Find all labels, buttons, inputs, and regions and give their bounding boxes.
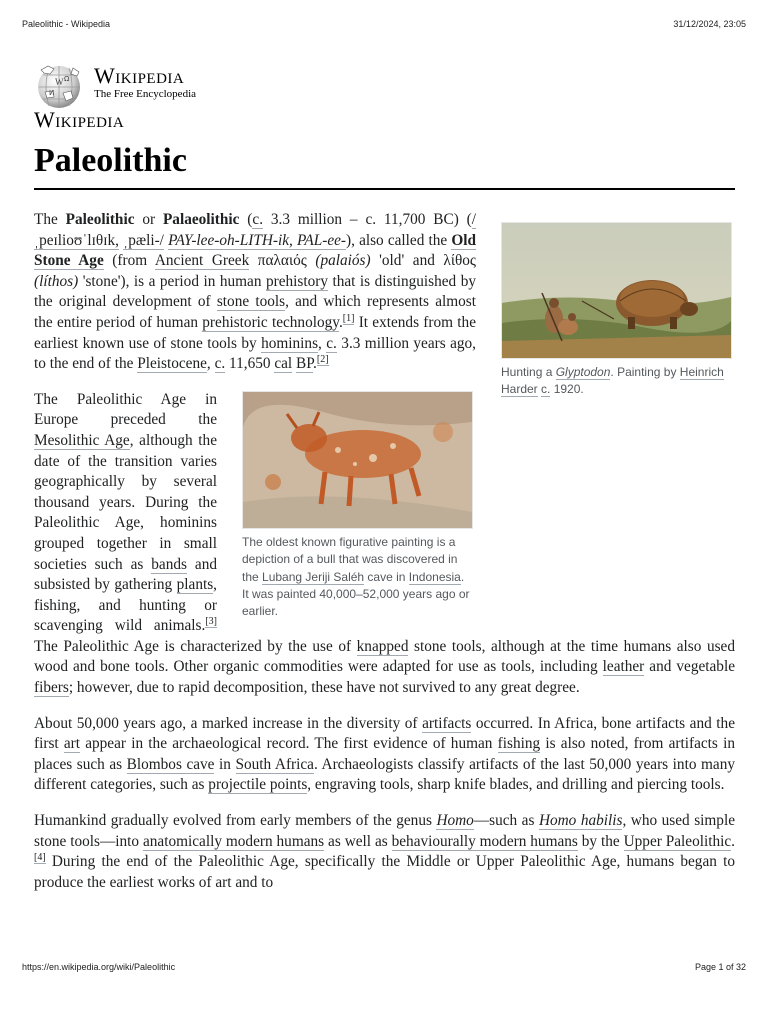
cal-link[interactable]: cal: [274, 355, 293, 373]
reference-link[interactable]: [1]: [342, 312, 355, 324]
text: It extends from the earliest known use of stone tools by: [34, 313, 476, 352]
knapped-link[interactable]: knapped: [356, 637, 409, 655]
text: Humankind gradually evolved from early members of the genus: [34, 812, 437, 830]
circa-link[interactable]: c.: [326, 334, 337, 352]
text: is also noted, from artifacts in places such as: [34, 735, 735, 773]
text: About 50,000 years ago, a marked increase in the diversity of: [34, 714, 423, 732]
caption-indonesia-link[interactable]: Indonesia: [408, 569, 461, 584]
caption-text: . It was painted 40,000–52,000 years ago or earlier.: [242, 569, 470, 619]
svg-text:Ω: Ω: [64, 75, 70, 83]
artifacts-link[interactable]: artifacts: [422, 714, 472, 732]
fibers-link[interactable]: fibers: [34, 679, 69, 697]
caption-glyptodon-link[interactable]: Glyptodon: [555, 365, 611, 379]
logo-wordmark: Wikipedia: [94, 63, 185, 88]
ipa-link[interactable]: /ˌpeɪlioʊˈlɪθɪk,: [34, 211, 476, 249]
prehistoric-technology-link[interactable]: prehistoric technology: [202, 313, 339, 331]
caption-text: . Painting by: [610, 365, 680, 379]
logo-text: [94, 65, 196, 100]
figure-caption: [242, 534, 472, 621]
bands-link[interactable]: bands: [151, 555, 187, 573]
print-footer-url: https://en.wikipedia.org/wiki/Paleolithic: [22, 962, 176, 972]
text: by the: [577, 832, 624, 850]
caption-text: 1920.: [550, 382, 584, 397]
caption-harder-link[interactable]: Heinrich Harder: [501, 365, 724, 397]
text: and vegetable: [644, 658, 736, 676]
svg-text:И: И: [49, 89, 55, 97]
homo-habilis-link[interactable]: Homo habilis: [538, 812, 623, 830]
caption-text: cave in: [364, 569, 409, 584]
text: .: [313, 355, 317, 373]
text: , fishing, and hunting or scavenging wild animals.: [34, 576, 217, 635]
figure-glyptodon: [501, 222, 731, 409]
fishing-link[interactable]: fishing: [497, 735, 541, 753]
wikipedia-globe-icon: [33, 62, 85, 110]
circa-link[interactable]: c.: [214, 355, 226, 373]
text: in: [214, 755, 236, 773]
caption-lubang-jeriji-saleh-link[interactable]: Lubang Jeriji Saléh: [262, 569, 365, 584]
homo-link[interactable]: Homo: [436, 812, 474, 830]
text: . Archaeologists classify artifacts of the last 50,000 years into many different categories, such as: [34, 755, 736, 794]
text: 3.3 million years ago, to the end of the: [34, 334, 476, 373]
plants-link[interactable]: plants: [176, 576, 214, 594]
print-footer: [22, 962, 746, 972]
upper-paleolithic-link[interactable]: Upper Paleolithic: [623, 832, 732, 850]
text: During the end of the Paleolithic Age, specifically the Middle or Upper Paleolithic Age, humans began to produce the earliest works of art and to: [34, 853, 735, 891]
projectile-points-link[interactable]: projectile points: [208, 776, 308, 794]
text: 3.3 million – c. 11,700 BC) (: [263, 211, 472, 228]
print-header: [22, 19, 746, 29]
transliteration: (líthos): [34, 272, 79, 290]
title-divider: [34, 188, 735, 190]
svg-text:W: W: [55, 77, 64, 87]
print-footer-page: Page 1 of 32: [694, 962, 746, 972]
text: The Paleolithic Age in Europe preceded the: [34, 390, 217, 429]
text: that is distinguished by the original development of: [34, 272, 476, 311]
text: ,: [318, 334, 327, 352]
reference-link[interactable]: [3]: [205, 616, 217, 628]
text: as well as: [324, 832, 392, 850]
text: , and which represents almost the entire period of human: [34, 293, 476, 331]
text: , although the date of the transition varies geographically by several thousand years. During the Paleolithic Age, hominins grouped together in small societies such as: [34, 431, 217, 573]
paragraph-artifacts: [34, 714, 735, 796]
figure-caption: [501, 364, 731, 399]
text: ), also called the: [346, 231, 452, 249]
bold-term: Paleolithic: [65, 211, 135, 228]
text: The Paleolithic Age is characterized by the use of: [34, 637, 357, 655]
caption-circa-link[interactable]: c.: [541, 382, 551, 397]
text: .: [731, 832, 735, 850]
text: appear in the archaeological record. The first evidence of human: [80, 735, 498, 753]
text: , who used simple stone tools—into: [34, 812, 735, 850]
figure-bull-painting: [242, 391, 472, 621]
logo-tagline: The Free Encyclopedia: [94, 88, 197, 100]
blombos-cave-link[interactable]: Blombos cave: [126, 755, 215, 773]
reference-link[interactable]: [2]: [316, 354, 329, 366]
stone-age-link[interactable]: Stone Age: [34, 252, 104, 270]
ipa-link[interactable]: ˌpæli-/: [123, 231, 164, 249]
prehistory-link[interactable]: prehistory: [265, 272, 328, 290]
behaviourally-modern-humans-link[interactable]: behaviourally modern humans: [391, 832, 578, 850]
print-header-datetime: 31/12/2024, 23:05: [673, 19, 746, 29]
hominins-link[interactable]: hominins: [261, 334, 319, 352]
article-body: [34, 210, 735, 908]
logo-wordmark-secondary: Wikipedia: [34, 107, 125, 132]
ancient-greek-link[interactable]: Ancient Greek: [154, 252, 250, 270]
text: παλαιός: [249, 252, 316, 270]
anatomically-modern-humans-link[interactable]: anatomically modern humans: [142, 832, 325, 850]
text: , engraving tools, sharp knife blades, and drilling and piercing tools.: [307, 776, 725, 794]
text: and subsisted by gathering: [34, 555, 217, 594]
text: or: [134, 211, 163, 228]
art-link[interactable]: art: [63, 735, 80, 753]
text: (: [239, 211, 253, 228]
pronunciation-link[interactable]: PAY-lee-oh-LITH-ik, PAL-ee-: [168, 231, 346, 249]
transliteration: (palaiós): [315, 252, 371, 270]
text: .: [338, 313, 343, 331]
page-title: Paleolithic: [34, 142, 187, 179]
stone-tools-link[interactable]: stone tools: [216, 293, 286, 311]
leather-link[interactable]: leather: [602, 658, 645, 676]
text: The: [34, 211, 66, 228]
south-africa-link[interactable]: South Africa: [235, 755, 314, 773]
text: stone tools, although at the time humans also used wood and bone tools. Other organic commodities were adapted for use as tools, including: [34, 637, 735, 676]
text: ; however, due to rapid decomposition, these have not survived to any great degree.: [68, 679, 580, 697]
wikipedia-logo[interactable]: [33, 62, 196, 110]
text: occurred. In Africa, bone artifacts and the first: [34, 714, 735, 753]
text: 'stone'), is a period in human: [78, 272, 266, 290]
cave-bull-painting-image[interactable]: [242, 391, 473, 529]
caption-text: The oldest known figurative painting is a depiction of a bull that was discovered in the: [242, 534, 458, 584]
caption-text: Hunting a: [501, 365, 556, 379]
old-link[interactable]: Old: [451, 231, 477, 249]
pleistocene-link[interactable]: Pleistocene: [137, 355, 207, 373]
text: 11,650: [225, 355, 275, 373]
text: 'old' and λίθος: [370, 252, 476, 270]
mesolithic-age-link[interactable]: Mesolithic Age: [34, 431, 130, 449]
bp-link[interactable]: BP: [296, 355, 314, 373]
paragraph-humankind: [34, 811, 735, 893]
text: ,: [206, 355, 215, 373]
bold-term: Palaeolithic: [162, 211, 240, 228]
text: (from: [103, 252, 155, 270]
circa-link[interactable]: c.: [252, 211, 264, 228]
reference-link[interactable]: [4]: [34, 852, 46, 864]
text: —such as: [473, 812, 539, 830]
glyptodon-painting-image[interactable]: [501, 222, 732, 359]
print-header-title: Paleolithic - Wikipedia: [22, 19, 111, 29]
